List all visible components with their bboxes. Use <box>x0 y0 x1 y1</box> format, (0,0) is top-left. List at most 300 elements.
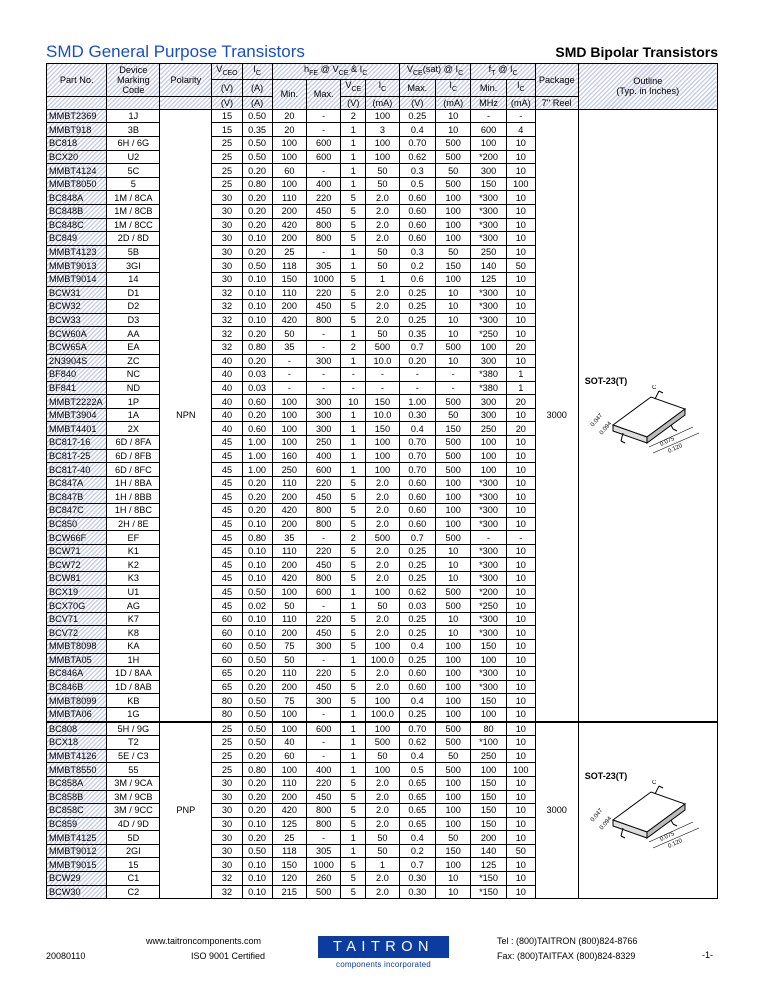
spec-value: 32 <box>212 885 242 899</box>
spec-value: 2.0 <box>366 885 399 899</box>
spec-value: 2.0 <box>366 517 399 531</box>
marking-code: 2GI <box>107 844 160 858</box>
marking-code: K1 <box>107 544 160 558</box>
marking-code: C2 <box>107 885 160 899</box>
spec-value: 25 <box>212 164 242 178</box>
spec-value: 5 <box>341 776 366 790</box>
unit-row-blank-1 <box>47 96 107 109</box>
unit-vcesat-max: Max. <box>399 79 435 96</box>
spec-value: 10 <box>506 667 535 681</box>
spec-value: 0.25 <box>399 286 435 300</box>
spec-value: 250 <box>471 749 506 763</box>
spec-value: 30 <box>212 790 242 804</box>
marking-code: AA <box>107 327 160 341</box>
spec-value: - <box>307 164 341 178</box>
marking-code: AG <box>107 599 160 613</box>
spec-value: 2 <box>341 109 366 123</box>
spec-value: 2.0 <box>366 626 399 640</box>
spec-value: 0.10 <box>242 300 272 314</box>
header-vceo: $V_{CEO}$ <box>212 64 242 80</box>
spec-value: 100 <box>366 150 399 164</box>
spec-value: - <box>307 340 341 354</box>
spec-value: 300 <box>471 408 506 422</box>
spec-value: 0.20 <box>242 831 272 845</box>
spec-value: *300 <box>471 476 506 490</box>
spec-value: 10 <box>506 272 535 286</box>
spec-value: - <box>307 123 341 137</box>
part-number: MMBT4123 <box>47 245 107 259</box>
spec-value: 300 <box>471 164 506 178</box>
spec-value: 1 <box>341 844 366 858</box>
spec-value: 100.0 <box>366 653 399 667</box>
marking-code: 6D / 8FA <box>107 436 160 450</box>
spec-value: 2.0 <box>366 232 399 246</box>
marking-code: ZC <box>107 354 160 368</box>
spec-value: 200 <box>272 490 306 504</box>
spec-value: 420 <box>272 504 306 518</box>
spec-value: 800 <box>307 218 341 232</box>
spec-value: 0.65 <box>399 776 435 790</box>
header-part-no: Part No. <box>47 64 107 97</box>
spec-value: - <box>436 381 471 395</box>
spec-value: 500 <box>436 150 471 164</box>
header-marking: Device Marking Code <box>107 64 160 97</box>
marking-code: K3 <box>107 572 160 586</box>
spec-value: 60 <box>212 612 242 626</box>
spec-value: 45 <box>212 599 242 613</box>
spec-value: 32 <box>212 300 242 314</box>
spec-value: 200 <box>272 300 306 314</box>
spec-value: 150 <box>471 804 506 818</box>
spec-value: 30 <box>212 817 242 831</box>
spec-value: 50 <box>436 831 471 845</box>
spec-value: 5 <box>341 204 366 218</box>
spec-value: 25 <box>212 137 242 151</box>
spec-value: - <box>471 109 506 123</box>
spec-value: 5 <box>341 667 366 681</box>
spec-value: 0.65 <box>399 804 435 818</box>
spec-value: 50 <box>436 749 471 763</box>
marking-code: 14 <box>107 272 160 286</box>
spec-value: 5 <box>341 517 366 531</box>
spec-value: 220 <box>307 612 341 626</box>
spec-value: 100 <box>366 585 399 599</box>
spec-value: 2.0 <box>366 191 399 205</box>
spec-value: 420 <box>272 804 306 818</box>
spec-value: 2.0 <box>366 204 399 218</box>
spec-value: *300 <box>471 191 506 205</box>
spec-value: 100 <box>471 137 506 151</box>
spec-value: 200 <box>272 517 306 531</box>
spec-value: 25 <box>272 245 306 259</box>
sot23-outline-drawing <box>589 780 709 850</box>
dimension-label: 0.047 <box>589 413 604 429</box>
spec-value: 100 <box>436 858 471 872</box>
part-number: MMBTA05 <box>47 653 107 667</box>
spec-value: 118 <box>272 844 306 858</box>
spec-value: 500 <box>436 463 471 477</box>
part-number: BC859 <box>47 817 107 831</box>
spec-value: 5 <box>341 272 366 286</box>
part-number: BC848B <box>47 204 107 218</box>
spec-value: - <box>307 531 341 545</box>
spec-value: 0.80 <box>242 340 272 354</box>
spec-value: *300 <box>471 204 506 218</box>
spec-value: - <box>307 831 341 845</box>
spec-value: 10 <box>506 544 535 558</box>
spec-value: 0.30 <box>399 872 435 886</box>
spec-value: 100 <box>366 109 399 123</box>
spec-value: 0.70 <box>399 436 435 450</box>
spec-value: 800 <box>307 572 341 586</box>
spec-value: 10 <box>506 722 535 736</box>
spec-value: 200 <box>272 680 306 694</box>
marking-code: K7 <box>107 612 160 626</box>
spec-value: 0.20 <box>242 204 272 218</box>
spec-value: 100 <box>436 694 471 708</box>
part-number: BC817-40 <box>47 463 107 477</box>
spec-value: 1 <box>366 858 399 872</box>
dimension-label: 0.120 <box>667 838 684 851</box>
unit-sat-ma: (mA) <box>436 96 471 109</box>
spec-value: 1 <box>341 599 366 613</box>
part-number: BCV72 <box>47 626 107 640</box>
spec-value: 2.0 <box>366 558 399 572</box>
marking-code: 1D / 8AB <box>107 680 160 694</box>
spec-value: 0.50 <box>242 150 272 164</box>
spec-value: *300 <box>471 680 506 694</box>
spec-value: 45 <box>212 436 242 450</box>
spec-value: 10 <box>341 395 366 409</box>
part-number: MMBT4125 <box>47 831 107 845</box>
spec-value: *300 <box>471 517 506 531</box>
marking-code: 1G <box>107 707 160 721</box>
spec-value: 2.0 <box>366 490 399 504</box>
page-title: SMD General Purpose Transistors <box>46 42 305 61</box>
spec-value: 1 <box>341 653 366 667</box>
spec-value: 0.7 <box>399 858 435 872</box>
spec-value: 0.60 <box>399 490 435 504</box>
spec-value: 1 <box>341 831 366 845</box>
spec-value: 0.03 <box>242 368 272 382</box>
spec-value: 800 <box>307 232 341 246</box>
spec-value: 100 <box>366 763 399 777</box>
sot23-outline-drawing <box>589 385 709 455</box>
spec-value: 800 <box>307 504 341 518</box>
header-hfe: $h_{FE}$ @ $V_{CE}$ & $I_C$ <box>272 64 399 80</box>
marking-code: 5B <box>107 245 160 259</box>
spec-value: 0.20 <box>242 504 272 518</box>
marking-code: K8 <box>107 626 160 640</box>
spec-value: 0.60 <box>399 667 435 681</box>
spec-value: 250 <box>471 422 506 436</box>
part-number: BC848A <box>47 191 107 205</box>
spec-value: 200 <box>272 790 306 804</box>
spec-value: 10 <box>506 572 535 586</box>
marking-code: 2X <box>107 422 160 436</box>
spec-value: 20 <box>272 109 306 123</box>
spec-value: 45 <box>212 504 242 518</box>
spec-value: *300 <box>471 218 506 232</box>
spec-value: 5 <box>341 858 366 872</box>
spec-value: 1 <box>341 763 366 777</box>
spec-value: *150 <box>471 885 506 899</box>
spec-value: 260 <box>307 872 341 886</box>
spec-value: 10 <box>436 544 471 558</box>
spec-value: 0.10 <box>242 558 272 572</box>
spec-value: 5 <box>341 232 366 246</box>
spec-value: 30 <box>212 804 242 818</box>
spec-value: 150 <box>272 272 306 286</box>
spec-value: 10 <box>506 831 535 845</box>
spec-value: 1 <box>341 259 366 273</box>
spec-value: 75 <box>272 694 306 708</box>
header-vcesat: $V_{CE}(sat)$ @ $I_C$ <box>399 64 471 80</box>
part-number: BCW31 <box>47 286 107 300</box>
spec-value: 1 <box>341 408 366 422</box>
spec-value: 10 <box>506 150 535 164</box>
spec-value: 420 <box>272 218 306 232</box>
spec-value: 30 <box>212 218 242 232</box>
spec-value: - <box>399 381 435 395</box>
spec-value: 30 <box>212 191 242 205</box>
spec-value: 0.25 <box>399 544 435 558</box>
spec-value: 2.0 <box>366 872 399 886</box>
spec-value: - <box>307 327 341 341</box>
spec-value: 300 <box>471 354 506 368</box>
spec-value: 2.0 <box>366 776 399 790</box>
spec-value: 2.0 <box>366 300 399 314</box>
marking-code: 1D / 8AA <box>107 667 160 681</box>
spec-value: 0.20 <box>242 749 272 763</box>
spec-value: - <box>399 368 435 382</box>
marking-code: 6D / 8FC <box>107 463 160 477</box>
spec-value: 10 <box>506 449 535 463</box>
spec-value: 0.10 <box>242 232 272 246</box>
spec-value: 10 <box>436 572 471 586</box>
marking-code: 5H / 9G <box>107 722 160 736</box>
spec-value: 1 <box>506 368 535 382</box>
part-number: BC846B <box>47 680 107 694</box>
spec-value: 150 <box>471 776 506 790</box>
marking-code: KA <box>107 639 160 653</box>
marking-code: 3B <box>107 123 160 137</box>
spec-value: 0.25 <box>399 558 435 572</box>
spec-value: 0.65 <box>399 790 435 804</box>
marking-code: 5C <box>107 164 160 178</box>
spec-value: 10.0 <box>366 354 399 368</box>
part-number: BCW72 <box>47 558 107 572</box>
footer-url[interactable]: www.taitroncomponents.com <box>146 936 262 946</box>
spec-value: 450 <box>307 790 341 804</box>
spec-value: 10 <box>506 707 535 721</box>
spec-value: 35 <box>272 531 306 545</box>
part-number: BC846A <box>47 667 107 681</box>
part-number: MMBT4124 <box>47 164 107 178</box>
spec-value: 0.10 <box>242 626 272 640</box>
spec-value: 150 <box>436 844 471 858</box>
header-package: Package <box>535 64 578 97</box>
spec-value: 40 <box>212 368 242 382</box>
part-number: BC858C <box>47 804 107 818</box>
spec-value: 1 <box>341 177 366 191</box>
spec-value: 0.2 <box>399 844 435 858</box>
spec-value: 600 <box>307 722 341 736</box>
header-outline: Outline (Typ. in Inches) <box>578 64 717 110</box>
spec-value: 100 <box>366 639 399 653</box>
spec-value: 150 <box>471 177 506 191</box>
spec-value: 50 <box>506 844 535 858</box>
spec-value: 140 <box>471 844 506 858</box>
spec-value: 100 <box>436 790 471 804</box>
spec-value: 500 <box>436 340 471 354</box>
spec-value: 10 <box>436 354 471 368</box>
spec-value: - <box>307 368 341 382</box>
header-polarity: Polarity <box>160 64 212 97</box>
part-number: BCX20 <box>47 150 107 164</box>
spec-value: 15 <box>212 123 242 137</box>
part-number: MMBT9015 <box>47 858 107 872</box>
spec-value: 215 <box>272 885 306 899</box>
spec-value: - <box>307 707 341 721</box>
spec-value: 10 <box>436 558 471 572</box>
spec-value: 32 <box>212 313 242 327</box>
spec-value: 0.25 <box>399 653 435 667</box>
spec-value: - <box>272 354 306 368</box>
spec-value: - <box>506 109 535 123</box>
marking-code: 1H <box>107 653 160 667</box>
unit-vce-v: (V) <box>341 96 366 109</box>
spec-value: 0.10 <box>242 817 272 831</box>
spec-value: 1000 <box>307 272 341 286</box>
spec-value: 800 <box>307 313 341 327</box>
spec-value: 0.80 <box>242 177 272 191</box>
spec-value: 220 <box>307 667 341 681</box>
spec-value: - <box>506 531 535 545</box>
spec-value: 25 <box>272 831 306 845</box>
spec-value: 2.0 <box>366 817 399 831</box>
marking-code: 3M / 9CB <box>107 790 160 804</box>
spec-value: 1 <box>341 585 366 599</box>
spec-value: 10 <box>506 354 535 368</box>
spec-value: 100 <box>272 722 306 736</box>
part-number: BCW65A <box>47 340 107 354</box>
dimension-label: C <box>651 385 657 392</box>
spec-value: 0.60 <box>242 395 272 409</box>
spec-value: 160 <box>272 449 306 463</box>
dimension-label: 0.094 <box>598 421 613 437</box>
spec-value: 10 <box>436 327 471 341</box>
spec-value: 10 <box>506 558 535 572</box>
marking-code: NC <box>107 368 160 382</box>
spec-value: 30 <box>212 245 242 259</box>
spec-value: 500 <box>436 436 471 450</box>
spec-value: 0.20 <box>242 476 272 490</box>
spec-value: 45 <box>212 531 242 545</box>
spec-value: 500 <box>366 531 399 545</box>
unit-a: (A) <box>242 96 272 109</box>
marking-code: U2 <box>107 150 160 164</box>
spec-value: 1 <box>341 164 366 178</box>
spec-value: 100 <box>272 707 306 721</box>
marking-code: EA <box>107 340 160 354</box>
unit-row-blank-3 <box>160 96 212 109</box>
part-number: BCW32 <box>47 300 107 314</box>
marking-code: 3M / 9CA <box>107 776 160 790</box>
spec-value: 30 <box>212 776 242 790</box>
spec-value: 0.25 <box>399 626 435 640</box>
spec-value: 125 <box>272 817 306 831</box>
spec-value: 10 <box>506 218 535 232</box>
spec-value: 100 <box>272 585 306 599</box>
spec-value: 5 <box>341 558 366 572</box>
spec-value: 1.00 <box>242 436 272 450</box>
dimension-label: 0.075 <box>659 436 676 449</box>
dimension-label: 0.075 <box>659 831 676 844</box>
spec-value: 100 <box>506 763 535 777</box>
part-number: BC808 <box>47 722 107 736</box>
spec-value: 5 <box>341 680 366 694</box>
part-number: BC850 <box>47 517 107 531</box>
unit-hfe-max: Max. <box>307 79 341 109</box>
marking-code: U1 <box>107 585 160 599</box>
spec-value: - <box>272 381 306 395</box>
spec-value: 5 <box>341 490 366 504</box>
spec-value: 5 <box>341 300 366 314</box>
spec-value: 25 <box>212 763 242 777</box>
spec-value: 45 <box>212 517 242 531</box>
part-number: MMBT8098 <box>47 639 107 653</box>
spec-value: 2.0 <box>366 804 399 818</box>
spec-value: 10 <box>506 137 535 151</box>
spec-value: 5 <box>341 476 366 490</box>
unit-vce-label: $V_{CE}$ <box>341 79 366 96</box>
spec-value: 1 <box>341 707 366 721</box>
spec-value: 10 <box>506 327 535 341</box>
spec-value: 2.0 <box>366 667 399 681</box>
spec-value: *300 <box>471 300 506 314</box>
header-ft: $f_T$ @ $I_C$ <box>471 64 536 80</box>
part-number: BCW81 <box>47 572 107 586</box>
spec-value: 50 <box>366 844 399 858</box>
outline-package-label: SOT-23(T) <box>584 376 628 387</box>
part-number: MMBT918 <box>47 123 107 137</box>
part-number: BC858A <box>47 776 107 790</box>
part-number: MMBT8550 <box>47 763 107 777</box>
spec-value: 100 <box>436 639 471 653</box>
spec-value: 100 <box>366 137 399 151</box>
spec-value: 0.20 <box>242 191 272 205</box>
spec-value: - <box>307 653 341 667</box>
spec-value: 118 <box>272 259 306 273</box>
spec-value: 35 <box>272 340 306 354</box>
part-number: MMBT2369 <box>47 109 107 123</box>
spec-value: *300 <box>471 626 506 640</box>
part-number: MMBT2222A <box>47 395 107 409</box>
spec-value: 10 <box>436 885 471 899</box>
spec-value: 2 <box>341 340 366 354</box>
spec-value: 1 <box>341 137 366 151</box>
spec-value: 10 <box>436 313 471 327</box>
spec-value: 0.60 <box>399 680 435 694</box>
spec-value: 2.0 <box>366 790 399 804</box>
spec-value: 45 <box>212 544 242 558</box>
spec-value: *300 <box>471 612 506 626</box>
spec-value: 0.50 <box>242 137 272 151</box>
spec-value: 0.50 <box>242 639 272 653</box>
marking-code: KB <box>107 694 160 708</box>
spec-value: 30 <box>212 272 242 286</box>
